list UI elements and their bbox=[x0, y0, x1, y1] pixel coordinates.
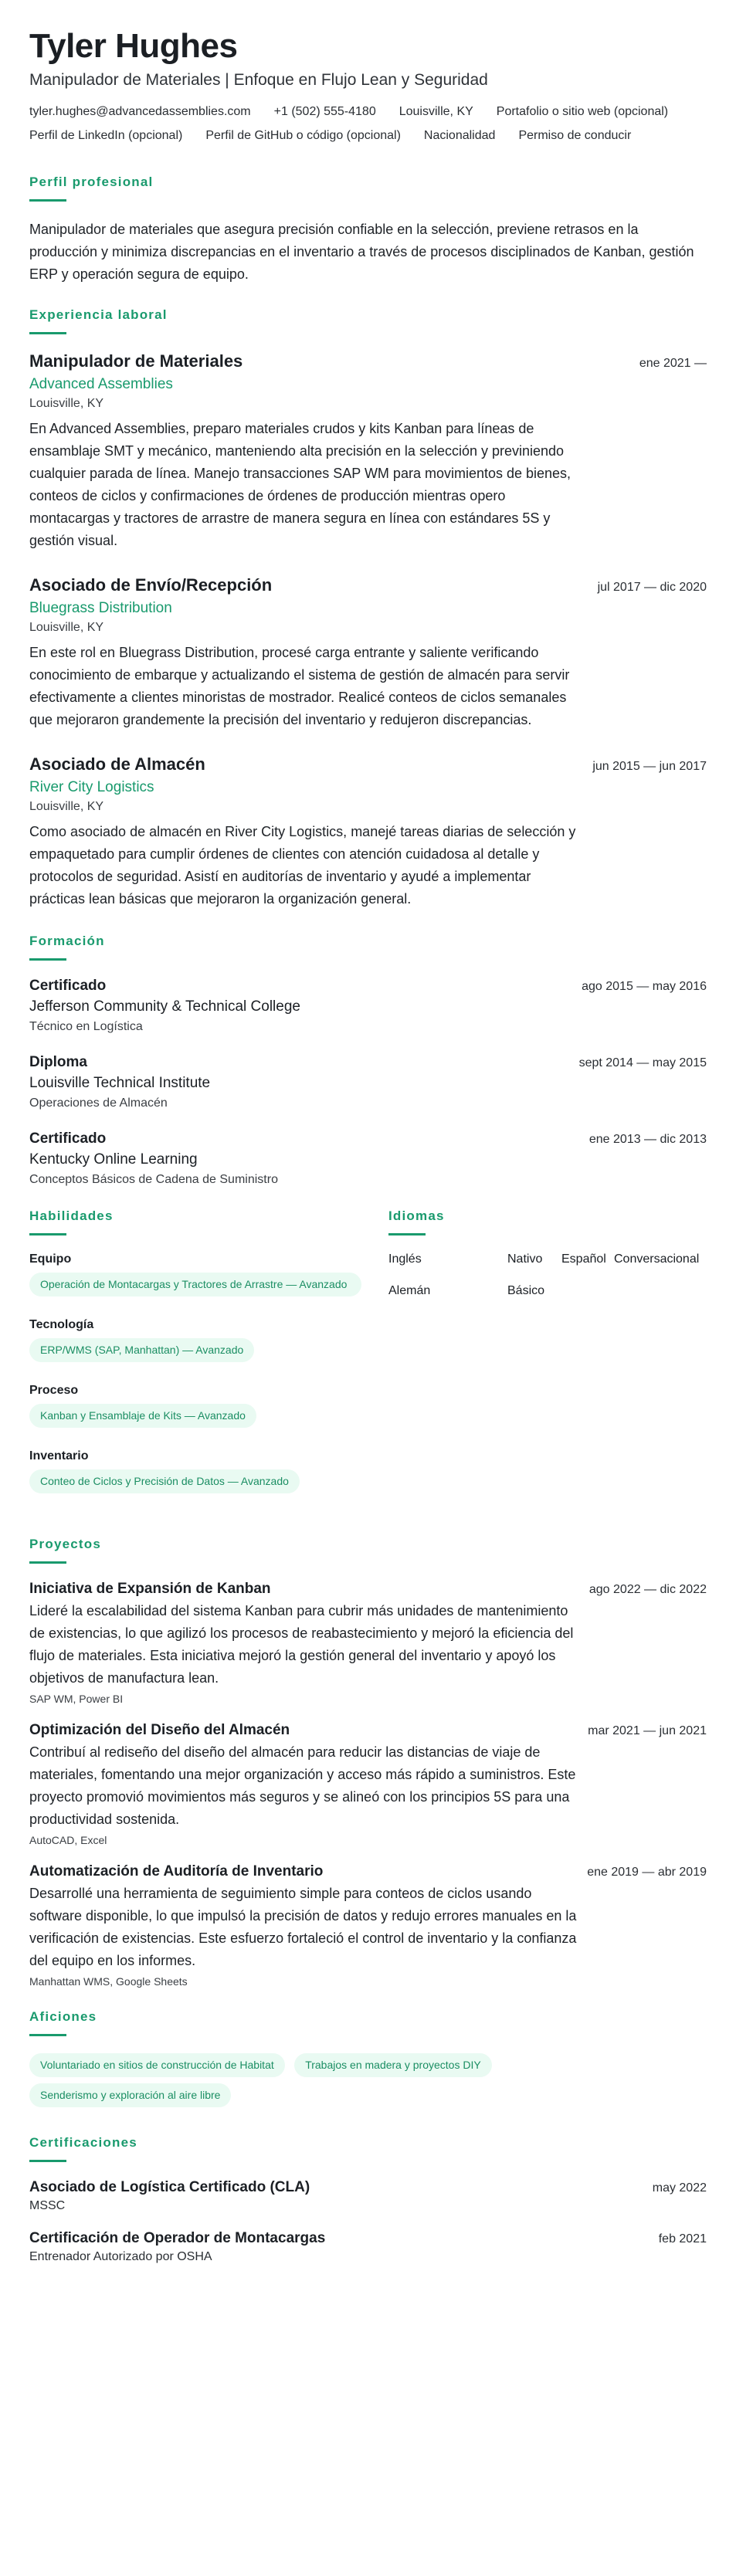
skill-pill: ERP/WMS (SAP, Manhattan) — Avanzado bbox=[29, 1338, 254, 1362]
certification-name: Asociado de Logística Certificado (CLA) bbox=[29, 2179, 310, 2195]
contact-linkedin[interactable]: Perfil de LinkedIn (opcional) bbox=[29, 129, 183, 142]
hobby-pill: Voluntariado en sitios de construcción de Habitat bbox=[29, 2053, 285, 2077]
education-school: Louisville Technical Institute bbox=[29, 1075, 211, 1091]
project-description: Contribuí al rediseño del diseño del almacén para reducir las distancias de viaje de materiales, fomentando una mejor organización y acceso más rápido a suministros. Este proyecto promovió movimientos más seguros y se alineó con los principios 5S para una productividad sostenida. bbox=[29, 1744, 576, 1827]
education-date: sept 2014 — may 2015 bbox=[578, 1056, 707, 1069]
contact-website[interactable]: Portafolio o sitio web (opcional) bbox=[496, 105, 669, 118]
education-field: Conceptos Básicos de Cadena de Suministro bbox=[29, 1173, 278, 1186]
contact-nationality: Nacionalidad bbox=[423, 129, 496, 142]
skill-category: Tecnología bbox=[29, 1318, 94, 1331]
contact-email[interactable]: tyler.hughes@advancedassemblies.com bbox=[29, 105, 251, 118]
project-entry bbox=[29, 1863, 707, 1988]
language-level: Básico bbox=[507, 1284, 545, 1297]
job-company: River City Logistics bbox=[29, 779, 154, 795]
section-title: Perfil profesional bbox=[29, 175, 154, 189]
certification-name: Certificación de Operador de Montacargas bbox=[29, 2230, 326, 2246]
certification-entry bbox=[29, 2179, 707, 2213]
skill-group bbox=[29, 1384, 388, 1434]
job-entry bbox=[29, 575, 707, 731]
section-title: Experiencia laboral bbox=[29, 307, 168, 322]
skill-pill: Kanban y Ensamblaje de Kits — Avanzado bbox=[29, 1404, 256, 1428]
job-company: Bluegrass Distribution bbox=[29, 600, 172, 616]
job-date: ene 2021 — bbox=[639, 357, 707, 370]
skill-group bbox=[29, 1449, 388, 1500]
resume-header bbox=[29, 26, 707, 153]
language-name: Alemán bbox=[388, 1284, 431, 1297]
job-title: Asociado de Almacén bbox=[29, 754, 205, 774]
job-location: Louisville, KY bbox=[29, 800, 104, 813]
contact-location: Louisville, KY bbox=[399, 105, 473, 118]
languages-column bbox=[388, 1208, 707, 1515]
skills-languages-section bbox=[29, 1208, 707, 1515]
skill-category: Equipo bbox=[29, 1252, 72, 1266]
project-title: Automatización de Auditoría de Inventario bbox=[29, 1863, 324, 1879]
contact-phone[interactable]: +1 (502) 555-4180 bbox=[273, 105, 376, 118]
project-entry bbox=[29, 1581, 707, 1705]
language-row bbox=[388, 1252, 707, 1266]
experience-section bbox=[29, 307, 707, 910]
job-description: En Advanced Assemblies, preparo materiales crudos y kits Kanban para líneas de ensamblaje SMT y mecánico, manteniendo alta precisión en la selección y previniendo cualquier parada de línea. Manejo transacciones SAP WM para movimientos de bienes, conteos de ciclos y confirmaciones de órdenes de producción mientras opero montacargas y tractores de arrastre de manera segura en línea con estándares 5S y gestión visual. bbox=[29, 421, 572, 548]
skill-group bbox=[29, 1252, 388, 1303]
education-degree: Certificado bbox=[29, 1130, 107, 1147]
section-divider bbox=[29, 2160, 66, 2162]
hobby-pill: Trabajos en madera y proyectos DIY bbox=[294, 2053, 491, 2077]
job-title: Asociado de Envío/Recepción bbox=[29, 575, 273, 595]
project-date: ago 2022 — dic 2022 bbox=[588, 1583, 707, 1596]
project-tech: Manhattan WMS, Google Sheets bbox=[29, 1975, 188, 1988]
section-divider bbox=[29, 958, 66, 961]
job-location: Louisville, KY bbox=[29, 397, 104, 410]
language-level: Conversacional bbox=[614, 1252, 700, 1266]
section-title: Habilidades bbox=[29, 1208, 114, 1223]
certification-date: may 2022 bbox=[652, 2181, 707, 2195]
language-name: Español bbox=[561, 1252, 606, 1266]
skills-column bbox=[29, 1208, 388, 1515]
hobbies-section bbox=[29, 2009, 707, 2113]
education-entry bbox=[29, 978, 707, 1034]
project-entry bbox=[29, 1722, 707, 1846]
section-title: Certificaciones bbox=[29, 2135, 137, 2150]
education-field: Técnico en Logística bbox=[29, 1020, 143, 1033]
section-divider bbox=[29, 1233, 66, 1235]
skill-group bbox=[29, 1318, 388, 1368]
project-description: Lideré la escalabilidad del sistema Kanban para cubrir más unidades de mantenimiento de existencias, lo que agilizó los procesos de reabastecimiento y mejoró la eficiencia del flujo de materiales. Esta iniciativa mejoró la gestión general del inventario y apoyó los objetivos de manufactura lean. bbox=[29, 1603, 574, 1686]
education-degree: Certificado bbox=[29, 978, 107, 994]
certification-date: feb 2021 bbox=[658, 2232, 707, 2246]
skill-category: Inventario bbox=[29, 1449, 89, 1463]
job-company: Advanced Assemblies bbox=[29, 376, 173, 392]
candidate-headline: Manipulador de Materiales | Enfoque en Flujo Lean y Seguridad bbox=[29, 71, 488, 89]
section-divider bbox=[29, 1561, 66, 1564]
section-title: Aficiones bbox=[29, 2009, 97, 2024]
job-entry bbox=[29, 351, 707, 552]
education-field: Operaciones de Almacén bbox=[29, 1096, 168, 1110]
certification-issuer: Entrenador Autorizado por OSHA bbox=[29, 2250, 212, 2263]
summary-section bbox=[29, 175, 707, 286]
section-divider bbox=[29, 2034, 66, 2036]
certification-issuer: MSSC bbox=[29, 2199, 66, 2212]
section-divider bbox=[29, 332, 66, 334]
skill-category: Proceso bbox=[29, 1384, 79, 1397]
job-location: Louisville, KY bbox=[29, 621, 104, 634]
education-school: Jefferson Community & Technical College bbox=[29, 998, 300, 1015]
project-tech: AutoCAD, Excel bbox=[29, 1834, 107, 1846]
project-date: mar 2021 — jun 2021 bbox=[588, 1724, 707, 1737]
job-title: Manipulador de Materiales bbox=[29, 351, 243, 371]
section-title: Proyectos bbox=[29, 1537, 102, 1551]
projects-section bbox=[29, 1537, 707, 1988]
education-entry bbox=[29, 1054, 707, 1110]
project-tech: SAP WM, Power BI bbox=[29, 1693, 124, 1705]
project-description: Desarrollé una herramienta de seguimiento simple para conteos de ciclos usando software disponible, lo que impulsó la precisión de datos y redujo errores manuales en la verificación de existencias. Este esfuerzo fortaleció el control de inventario y la confianza del equipo en los informes. bbox=[29, 1886, 577, 1968]
certifications-section bbox=[29, 2135, 707, 2264]
hobby-list bbox=[29, 2053, 707, 2113]
project-title: Optimización del Diseño del Almacén bbox=[29, 1722, 290, 1738]
education-entry bbox=[29, 1130, 707, 1187]
job-date: jun 2015 — jun 2017 bbox=[592, 760, 707, 773]
contact-license: Permiso de conducir bbox=[518, 129, 632, 142]
project-title: Iniciativa de Expansión de Kanban bbox=[29, 1581, 271, 1597]
education-section bbox=[29, 934, 707, 1187]
job-description: Como asociado de almacén en River City Logistics, manejé tareas diarias de selección y empaquetado para cumplir órdenes de clientes con atención cuidadosa al detalle y protocolos de seguridad. Asistí en auditorías de inventario y ayudé a implementar prácticas lean básicas que mejoraron la organización general. bbox=[29, 824, 576, 907]
contact-info bbox=[29, 105, 707, 153]
education-date: ene 2013 — dic 2013 bbox=[588, 1133, 707, 1146]
language-name: Inglés bbox=[388, 1252, 422, 1266]
summary-text: Manipulador de materiales que asegura precisión confiable en la selección, previene retrasos en la producción y minimiza discrepancias en el inventario a través de procesos disciplinados de Kanban, gestión ERP y operación segura de equipo. bbox=[29, 222, 694, 282]
project-date: ene 2019 — abr 2019 bbox=[587, 1866, 707, 1879]
skill-pill: Operación de Montacargas y Tractores de Arrastre — Avanzado bbox=[29, 1273, 361, 1296]
hobby-pill: Senderismo y exploración al aire libre bbox=[29, 2083, 231, 2107]
education-date: ago 2015 — may 2016 bbox=[582, 980, 707, 993]
education-school: Kentucky Online Learning bbox=[29, 1151, 198, 1168]
section-divider bbox=[29, 199, 66, 202]
candidate-name: Tyler Hughes bbox=[29, 27, 238, 65]
contact-github[interactable]: Perfil de GitHub o código (opcional) bbox=[205, 129, 401, 142]
certification-entry bbox=[29, 2230, 707, 2264]
job-entry bbox=[29, 754, 707, 910]
section-divider bbox=[388, 1233, 426, 1235]
education-degree: Diploma bbox=[29, 1054, 87, 1070]
language-level: Nativo bbox=[507, 1252, 543, 1266]
job-date: jul 2017 — dic 2020 bbox=[597, 581, 707, 594]
language-row bbox=[388, 1284, 707, 1298]
job-description: En este rol en Bluegrass Distribution, procesé carga entrante y saliente verificando conocimiento de embarque y actualizando el sistema de gestión de almacén para servir efectivamente a clientes minoristas de mostrador. Realicé conteos de ciclos semanales que mejoraron grandemente la precisión del inventario y redujeron discrepancias. bbox=[29, 645, 570, 727]
section-title: Idiomas bbox=[388, 1208, 445, 1223]
section-title: Formación bbox=[29, 934, 105, 948]
skill-pill: Conteo de Ciclos y Precisión de Datos — Avanzado bbox=[29, 1469, 300, 1493]
